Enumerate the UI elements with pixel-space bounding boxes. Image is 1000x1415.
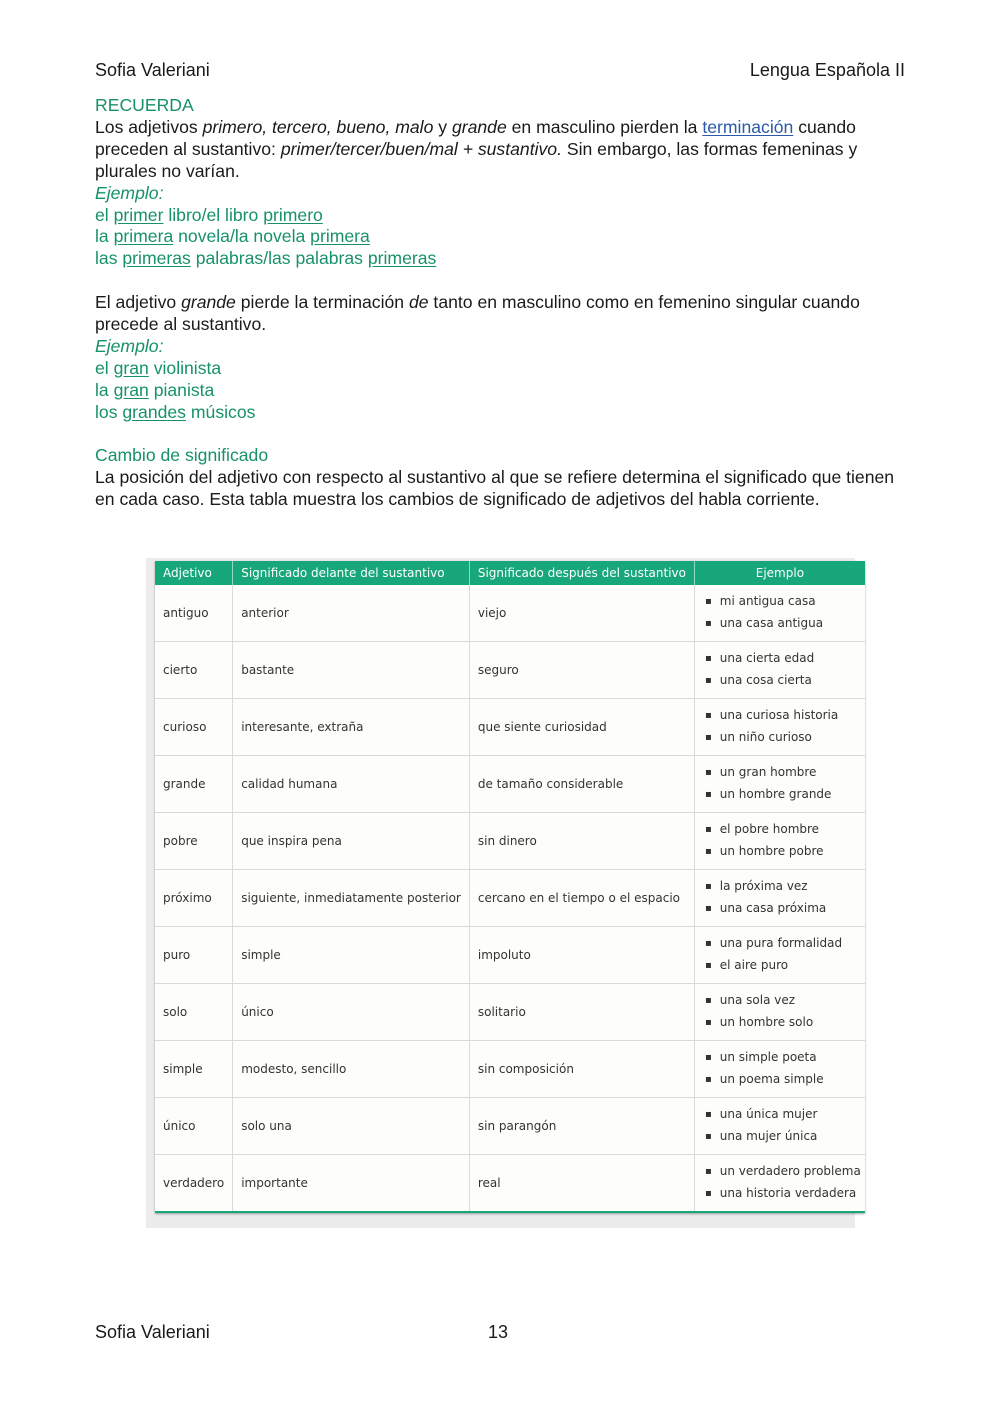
section-paragraph: La posición del adjetivo con respecto al sustantivo al que se refiere determina el significado que tienen en cada caso. Esta tabla muestra los cambios de significado de adjetivos del habla corriente.	[95, 467, 895, 510]
adjective-cell: puro	[155, 927, 233, 984]
table-row	[155, 927, 865, 984]
example-line: el primer libro/el libro primero	[95, 204, 323, 225]
meaning-after-cell: cercano en el tiempo o el espacio	[469, 870, 694, 927]
example-cell	[694, 756, 864, 813]
table-image-frame	[146, 558, 861, 1228]
example-item: ▪ una sola vez	[705, 990, 861, 1012]
adjective-cell: próximo	[155, 870, 233, 927]
example-item: ▪ un poema simple	[705, 1069, 861, 1091]
example-item: ▪ un hombre solo	[705, 1012, 861, 1034]
example-item: ▪ una mujer única	[705, 1126, 861, 1148]
meaning-before-cell: simple	[233, 927, 470, 984]
header-course: Lengua Española II	[749, 60, 905, 80]
example-item: ▪ un simple poeta	[705, 1047, 861, 1069]
adjective-cell: pobre	[155, 813, 233, 870]
example-item: ▪ la próxima vez	[705, 876, 861, 898]
meaning-before-cell: calidad humana	[233, 756, 470, 813]
example-item: ▪ una cierta edad	[705, 648, 861, 670]
table-row	[155, 642, 865, 699]
example-cell	[694, 813, 864, 870]
meaning-after-cell: de tamaño considerable	[469, 756, 694, 813]
example-line: la gran pianista	[95, 379, 215, 400]
table-row	[155, 870, 865, 927]
example-item: ▪ una pura formalidad	[705, 933, 861, 955]
example-item: ▪ una única mujer	[705, 1104, 861, 1126]
meaning-before-cell: importante	[233, 1155, 470, 1213]
column-header: Significado delante del sustantivo	[233, 561, 470, 585]
example-cell	[694, 699, 864, 756]
column-header: Significado después del sustantivo	[469, 561, 694, 585]
table-row	[155, 699, 865, 756]
meaning-after-cell: sin dinero	[469, 813, 694, 870]
meaning-after-cell: viejo	[469, 585, 694, 642]
table-row	[155, 1098, 865, 1155]
column-header: Ejemplo	[694, 561, 864, 585]
adjective-cell: único	[155, 1098, 233, 1155]
example-cell	[694, 642, 864, 699]
example-item: ▪ un verdadero problema	[705, 1161, 861, 1183]
example-line: los grandes músicos	[95, 401, 256, 422]
meaning-before-cell: siguiente, inmediatamente posterior	[233, 870, 470, 927]
table-row	[155, 813, 865, 870]
header-author: Sofia Valeriani	[95, 60, 210, 80]
adjective-cell: curioso	[155, 699, 233, 756]
section-heading: Cambio de significado	[95, 445, 269, 466]
meaning-after-cell: solitario	[469, 984, 694, 1041]
example-item: ▪ un gran hombre	[705, 762, 861, 784]
example-cell	[694, 1098, 864, 1155]
meaning-after-cell: sin composición	[469, 1041, 694, 1098]
example-label: Ejemplo:	[95, 335, 164, 356]
example-cell	[694, 1041, 864, 1098]
adjective-cell: cierto	[155, 642, 233, 699]
meaning-after-cell: impoluto	[469, 927, 694, 984]
table-row	[155, 984, 865, 1041]
example-item: ▪ una casa antigua	[705, 613, 861, 635]
adjective-cell: verdadero	[155, 1155, 233, 1213]
example-item: ▪ el aire puro	[705, 955, 861, 977]
adjective-cell: antiguo	[155, 585, 233, 642]
example-item: ▪ mi antigua casa	[705, 591, 861, 613]
example-label: Ejemplo:	[95, 182, 164, 203]
adjective-cell: grande	[155, 756, 233, 813]
page-content	[95, 95, 910, 511]
table-row	[155, 1041, 865, 1098]
example-item: ▪ un hombre grande	[705, 784, 861, 806]
example-item: ▪ un niño curioso	[705, 727, 861, 749]
terminacion-link[interactable]: terminación	[702, 116, 794, 137]
table-header-row	[155, 561, 865, 585]
table-row	[155, 585, 865, 642]
meaning-before-cell: que inspira pena	[233, 813, 470, 870]
table-row	[155, 756, 865, 813]
example-line: el gran violinista	[95, 357, 222, 378]
recuerda-paragraph: Los adjetivos primero, tercero, bueno, malo y grande en masculino pierden la terminación cuando preceden al sustantivo: primer/tercer/buen/mal + sustantivo. Sin embargo, las formas femeninas y plurales no varían.	[95, 116, 858, 181]
example-line: la primera novela/la novela primera	[95, 226, 370, 247]
grande-paragraph: El adjetivo grande pierde la terminación de tanto en masculino como en femenino singular cuando precede al sustantivo.	[95, 292, 860, 335]
example-item: ▪ una cosa cierta	[705, 670, 861, 692]
meaning-after-cell: seguro	[469, 642, 694, 699]
example-cell	[694, 1155, 864, 1213]
example-cell	[694, 585, 864, 642]
page-header	[95, 60, 905, 84]
adjective-cell: simple	[155, 1041, 233, 1098]
adjective-cell: solo	[155, 984, 233, 1041]
adjective-table	[155, 561, 865, 1213]
meaning-before-cell: anterior	[233, 585, 470, 642]
example-cell	[694, 927, 864, 984]
meaning-after-cell: real	[469, 1155, 694, 1213]
footer-author: Sofia Valeriani	[95, 1322, 210, 1342]
meaning-before-cell: único	[233, 984, 470, 1041]
meaning-after-cell: que siente curiosidad	[469, 699, 694, 756]
example-item: ▪ una casa próxima	[705, 898, 861, 920]
table-row	[155, 1155, 865, 1213]
example-cell	[694, 984, 864, 1041]
example-line: las primeras palabras/las palabras primeras	[95, 248, 437, 269]
example-item: ▪ el pobre hombre	[705, 819, 861, 841]
table-body	[155, 585, 865, 1212]
example-cell	[694, 870, 864, 927]
example-item: ▪ una curiosa historia	[705, 705, 861, 727]
meaning-after-cell: sin parangón	[469, 1098, 694, 1155]
meaning-before-cell: solo una	[233, 1098, 470, 1155]
column-header: Adjetivo	[155, 561, 233, 585]
meaning-before-cell: modesto, sencillo	[233, 1041, 470, 1098]
example-item: ▪ una historia verdadera	[705, 1183, 861, 1205]
example-item: ▪ un hombre pobre	[705, 841, 861, 863]
page-number: 13	[488, 1322, 509, 1342]
meaning-before-cell: bastante	[233, 642, 470, 699]
meaning-before-cell: interesante, extraña	[233, 699, 470, 756]
recuerda-heading: RECUERDA	[95, 95, 194, 115]
